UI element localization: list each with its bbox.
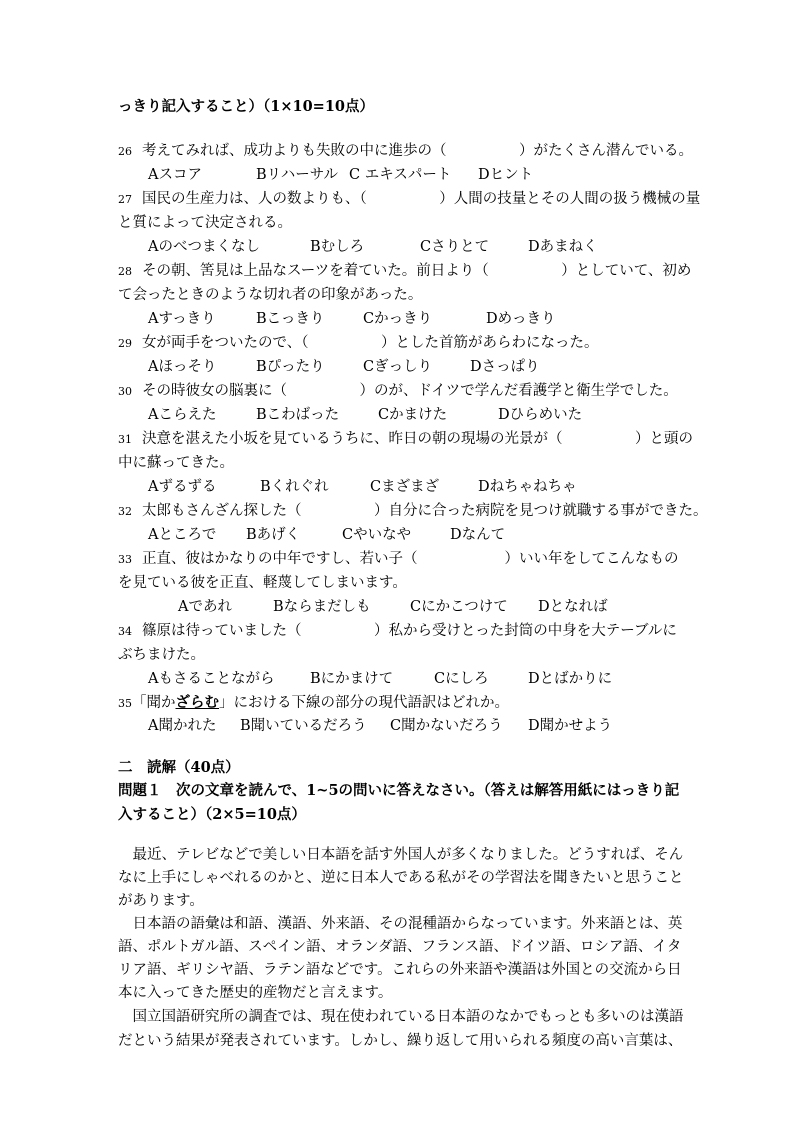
answer-option: Aこらえた [148,407,217,423]
answer-options [118,406,678,424]
answer-option: Aもさることながら [148,671,275,687]
header-text: っきり記入すること）（1×10=10点） [118,98,374,115]
passage-text: 国立国語研究所の調査では、現在使われている日本語のなかでもっとも多いのは漢語 [118,1009,684,1025]
question-text: 「聞か [132,695,176,711]
question-text: ぶちまけた。 [118,647,205,663]
question-number: 27 [118,193,132,206]
answer-option: Dひらめいた [498,407,583,423]
answer-option: Cさりとて [420,239,490,255]
answer-option: Bぴったり [256,359,325,375]
question-number: 28 [118,265,132,278]
answer-option: Aずるずる [148,479,217,495]
answer-option: Bにかまけて [310,671,394,687]
passage-text: リア語、ギリシヤ語、ラテン語などです。これらの外来語や漢語は外国との交流から日 [118,962,682,978]
question-number: 33 [118,553,132,566]
passage-text: があります。 [118,893,204,909]
answer-option: Aほっそり [148,359,217,375]
passage-line [118,915,682,933]
answer-option: Aであれ [178,599,232,615]
question-line [118,334,598,352]
instruction-text: 問題１ 次の文章を読んで、1~5の問いに答えなさい。（答えは解答用紙にはっきり記 [118,782,680,799]
answer-options [118,310,678,328]
question-text: 」における下線の部分の現代語訳はどれか。 [219,695,509,711]
question-line [118,382,678,400]
answer-option: Bならまだしも [273,599,371,615]
answer-options [118,526,678,544]
question-number: 30 [118,385,132,398]
question-text: と質によって決定される。 [118,215,292,231]
answer-option: Bあげく [246,527,301,543]
question-continuation [118,646,205,664]
answer-options [118,598,678,616]
answer-option: Aところで [148,527,217,543]
passage-line [118,961,682,979]
answer-option: Bリハーサル [256,167,338,183]
answer-option: Aスコア [148,167,202,183]
question-line [118,694,509,712]
question-line [118,262,691,280]
answer-option: B聞いているだろう [240,718,367,734]
question-text: その時彼女の脳裏に（ ）のが、ドイツで学んだ看護学と衛生学でした。 [142,383,678,399]
passage-line [118,984,392,1002]
answer-option: Dめっきり [486,311,556,327]
question-number: 32 [118,505,132,518]
answer-option: Dあまねく [528,239,598,255]
question-line [118,502,708,520]
passage-text: 語、ポルトガル語、スペイン語、オランダ語、フランス語、ドイツ語、ロシア語、イタ [118,939,682,955]
passage-text: なに上手にしゃべれるのかと、逆に日本人である私がその学習法を聞きたいと思うこと [118,870,684,886]
answer-option: Cにかこつけて [410,599,508,615]
section-header-continued [118,98,374,116]
answer-option: D聞かせよう [528,718,613,734]
answer-option: Bくれぐれ [260,479,329,495]
question-number: 34 [118,625,132,638]
question-continuation [118,214,292,232]
question-text: 女が両手をついたので、（ ）とした首筋があらわになった。 [142,335,599,351]
answer-option: Bこっきり [256,311,325,327]
problem-instructions [118,806,306,824]
passage-text: 本に入ってきた歴史的産物だと言えます。 [118,985,393,1001]
underlined-text: ざらむ [175,694,219,711]
question-line [118,550,679,568]
instruction-text: 入すること）（2×5=10点） [118,806,306,823]
question-text: て会ったときのような切れ者の印象があった。 [118,287,423,303]
answer-options [118,478,678,496]
passage-text: 最近、テレビなどで美しい日本語を話す外国人が多くなりました。どうすれば、そん [118,847,684,863]
passage-line [118,846,683,864]
question-continuation [118,574,407,592]
question-text: 決意を湛えた小坂を見ているうちに、昨日の朝の現場の光景が（ ）と頭の [142,431,693,447]
section-title-text: 二 読解（40点） [118,759,240,776]
question-continuation [118,454,234,472]
question-continuation [118,286,422,304]
question-number: 26 [118,145,132,158]
question-text: 篠原は待っていました（ ）私から受けとった封筒の中身を大テーブルに [142,623,677,639]
answer-options [118,166,678,184]
answer-option: Dヒント [478,167,534,183]
answer-option: Cにしろ [434,671,489,687]
answer-options [118,670,678,688]
passage-line [118,1032,682,1050]
question-text: 太郎もさんざん探した（ ）自分に合った病院を見つけ就職する事ができた。 [142,503,708,519]
problem-instructions [118,782,679,800]
question-line [118,142,693,160]
answer-options [118,238,678,256]
answer-option: Dとなれば [538,599,608,615]
question-number: 29 [118,337,132,350]
answer-option: Aのべつまくなし [148,239,260,255]
question-text: を見ている彼を正直、軽蔑してしまいます。 [118,575,407,591]
answer-option: Cやいなや [342,527,412,543]
passage-line [118,869,684,887]
passage-line [118,892,204,910]
question-text: 国民の生産力は、人の数よりも、（ ）人間の技量とその人間の扱う機械の量 [142,191,701,207]
passage-line [118,938,681,956]
answer-option: Cぎっしり [363,359,433,375]
answer-option: Dさっぱり [470,359,540,375]
section-title [118,759,240,777]
question-text: その朝、筈見は上品なスーツを着ていた。前日より（ ）としていて、初め [142,263,692,279]
question-text: 中に蘇ってきた。 [118,455,234,471]
answer-option: Aすっきり [148,311,216,327]
passage-text: 日本語の語彙は和語、漢語、外来語、その混種語からなっています。外来語とは、英 [118,916,683,932]
answer-option: Bむしろ [310,239,365,255]
passage-line [118,1008,684,1026]
question-text: 考えてみれば、成功よりも失敗の中に進歩の（ ）がたくさん潜んでいる。 [142,143,693,159]
answer-option: C聞かないだろう [390,718,503,734]
answer-option: Cまざまざ [370,479,440,495]
question-line [118,622,677,640]
answer-option: Dねちゃねちゃ [478,479,577,495]
answer-option: Cかまけた [378,407,448,423]
question-text: 正直、彼はかなりの中年ですし、若い子（ ）いい年をしてこんなもの [142,551,679,567]
answer-option: C エキスパート [349,167,452,183]
answer-option: Bこわばった [256,407,340,423]
question-line [118,190,700,208]
question-line [118,430,693,448]
answer-options [118,358,678,376]
question-number: 31 [118,433,132,446]
answer-option: Dとばかりに [528,671,613,687]
answer-option: Cかっきり [363,311,433,327]
answer-option: A聞かれた [148,718,217,734]
answer-option: Dなんて [450,527,506,543]
passage-text: だという結果が発表されています。しかし、繰り返して用いられる頻度の高い言葉は、 [118,1033,683,1049]
question-number: 35 [118,697,132,710]
